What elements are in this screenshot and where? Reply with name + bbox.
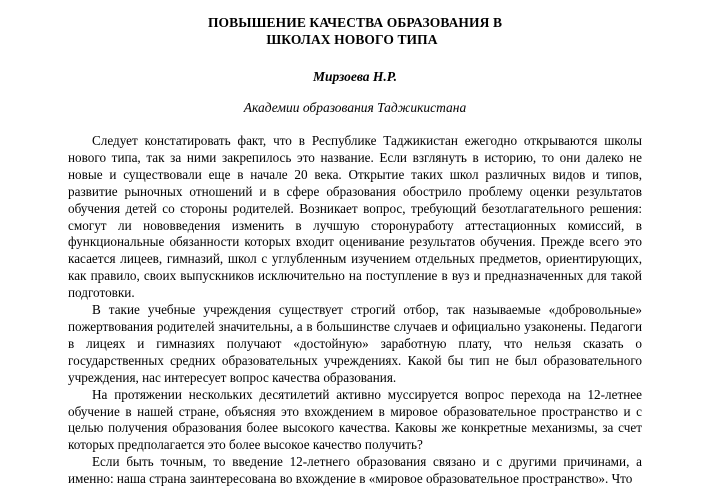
article — [68, 14, 642, 488]
paragraph: Следует констатировать факт, что в Республике Таджикистан ежегодно открываются школы нового типа, так за ними закрепилось это название. Если взглянуть в историю, то они далеко не новые и существовали еще в начале 20 века. Открытие таких школ различных видов и типов, развитие рыночных отношений и в сфере образования обострило проблему оценки результатов обучения детей со стороны родителей. Возникает вопрос, требующий безотлагательного решения: смогут ли нововведения изменить в лучшую сторонуработу аттестационных комиссий, в функциональные обязанности которых входит оценивание результатов обучения. Прежде всего это касается лицеев, гимназий, школ с углубленным изучением отдельных предметов, ориентирующих, как правило, своих выпускников исключительно на поступление в вуз и предназначенных для такой подготовки. — [68, 133, 642, 301]
article-title — [68, 14, 642, 48]
article-title-line-2: ШКОЛАХ НОВОГО ТИПА — [266, 32, 438, 47]
paragraph: Если быть точным, то введение 12-летнего образования связано и с другими причинами, а именно: наша страна заинтересована во вхождение в «мировое образовательное пространство». Что — [68, 454, 642, 487]
paragraph: На протяжении нескольких десятилетий активно муссируется вопрос перехода на 12-летнее обучение в нашей стране, объясняя это вхождением в мировое образовательное пространство и с целью получения образования более высокого качества. Каковы же конкретные механизмы, за счет которых предполагается это более высокое качество получить? — [68, 386, 642, 453]
author-name: Мирзоева Н.Р. — [312, 69, 398, 84]
article-body — [68, 133, 642, 488]
author-affiliation: Академии образования Таджикистана — [243, 100, 467, 115]
paragraph: В такие учебные учреждения существует строгий отбор, так называемые «добровольные» пожертвования родителей значительны, а в большинстве случаев и официально узаконены. Педагоги в лицеях и гимназиях получают «достойную» заработную плату, что нельзя сказать о государственных средних образовательных учреждениях. Какой бы тип не был образовательного учреждения, нас интересует вопрос качества образования. — [68, 302, 642, 385]
article-title-line-1: ПОВЫШЕНИЕ КАЧЕСТВА ОБРАЗОВАНИЯ В — [207, 15, 503, 30]
